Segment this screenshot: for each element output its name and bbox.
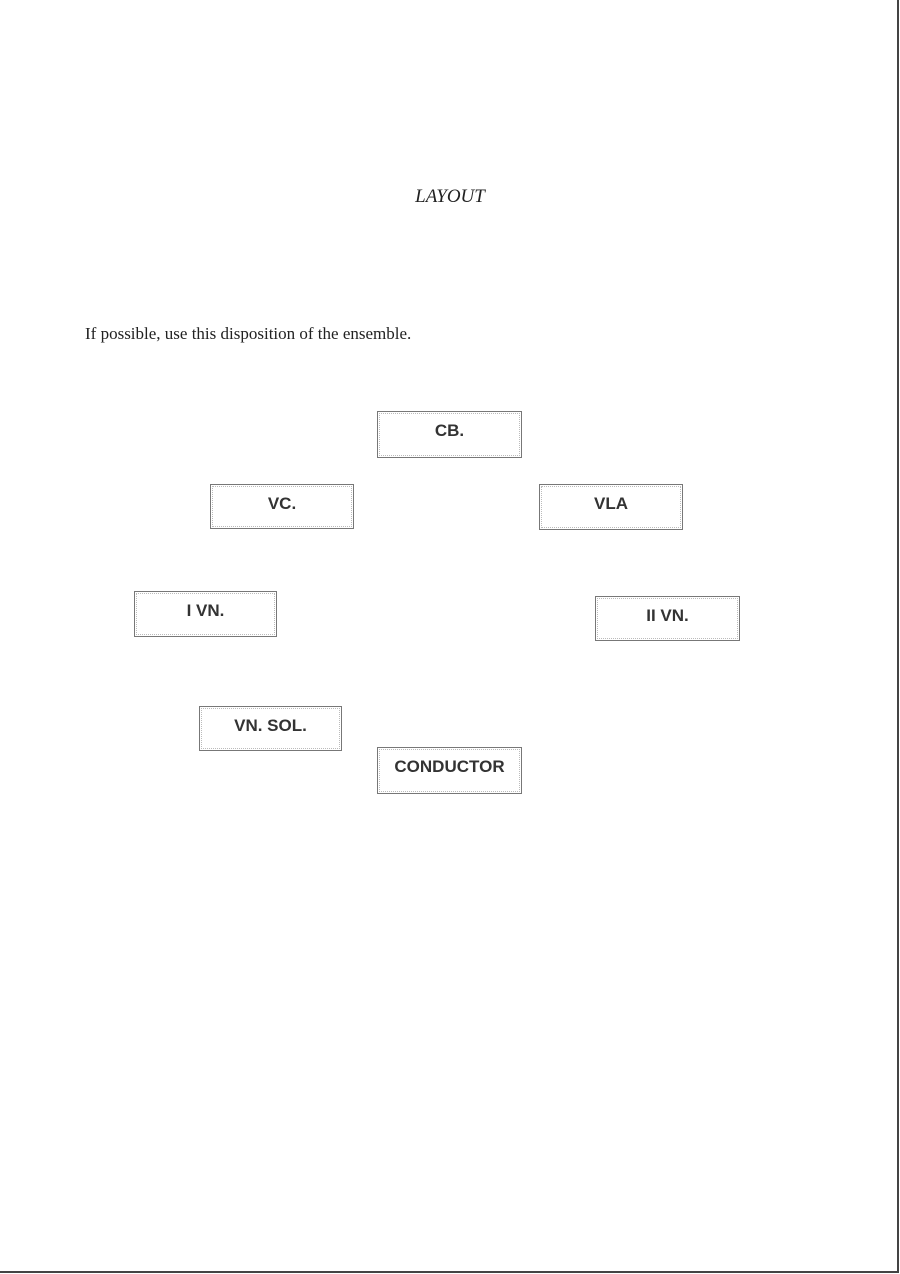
page-title: LAYOUT [415, 186, 485, 207]
position-box-cello: VC. [210, 484, 354, 529]
position-box-contrabass: CB. [377, 411, 522, 458]
position-box-viola: VLA [539, 484, 683, 530]
position-box-conductor: CONDUCTOR [377, 747, 522, 794]
instruction-text: If possible, use this disposition of the ensemble. [85, 324, 412, 343]
position-box-first-violin: I VN. [134, 591, 277, 637]
position-box-violin-solo: VN. SOL. [199, 706, 342, 751]
position-box-second-violin: II VN. [595, 596, 740, 641]
